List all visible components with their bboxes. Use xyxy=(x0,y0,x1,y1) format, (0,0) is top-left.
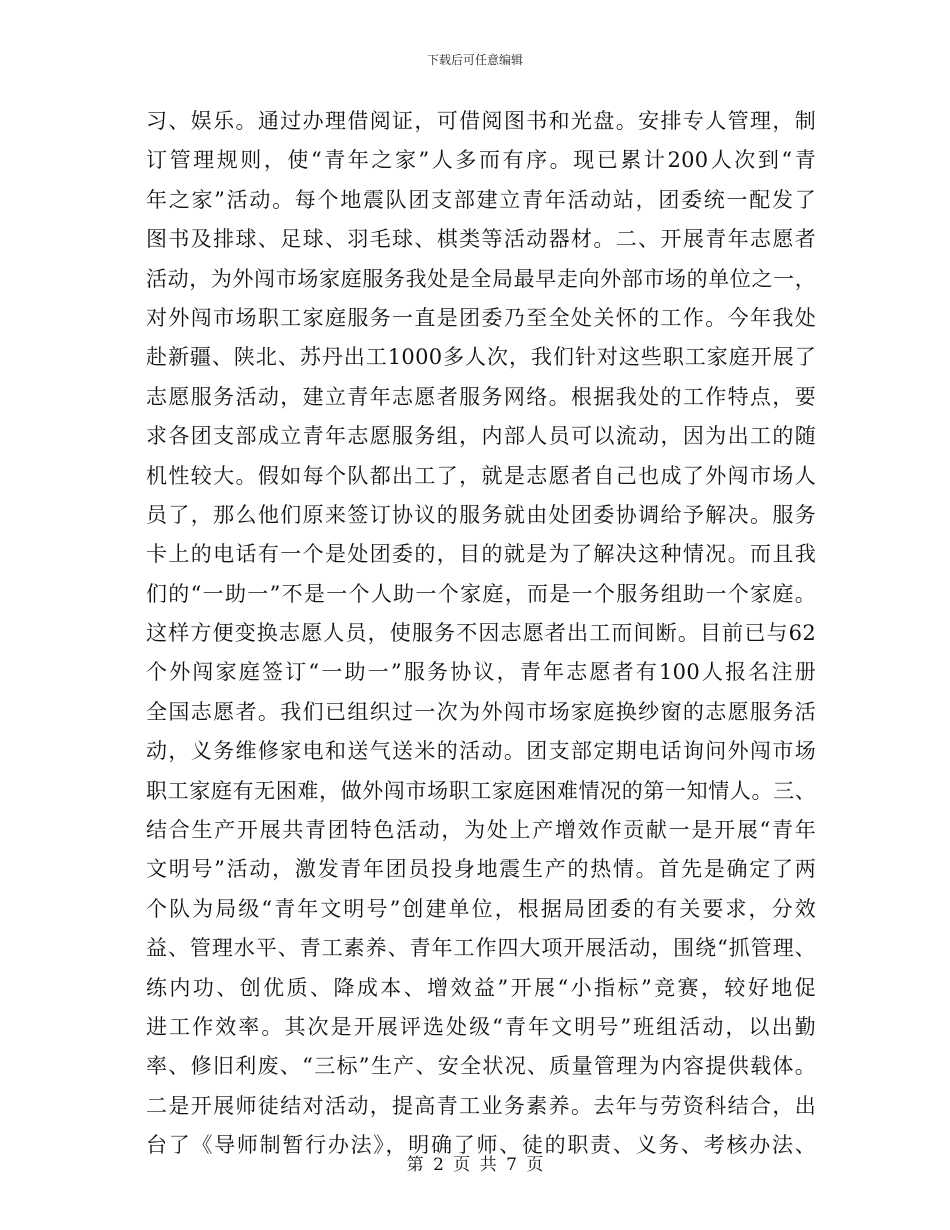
text-line: 习、娱乐。通过办理借阅证，可借阅图书和光盘。安排专人管理，制 xyxy=(146,109,816,133)
text-line: 二是开展师徒结对活动，提高青工业务素养。去年与劳资科结合，出 xyxy=(146,1093,816,1118)
text-line: 文明号”活动，激发青年团员投身地震生产的热情。首先是确定了两 xyxy=(146,857,816,882)
page-number-footer: 第 2 页 共 7 页 xyxy=(406,1155,544,1175)
text-line: 们的“一助一”不是一个人助一个家庭，而是一个服务组助一个家庭。 xyxy=(146,581,816,606)
body-text xyxy=(146,102,816,1166)
text-line: 结合生产开展共青团特色活动，为处上产增效作贡献一是开展“青年 xyxy=(146,818,816,843)
text-line: 这样方便变换志愿人员，使服务不因志愿者出工而间断。目前已与62 xyxy=(146,621,816,646)
text-line: 订管理规则，使“青年之家”人多而有序。现已累计200人次到“青 xyxy=(146,148,816,173)
text-line: 动，义务维修家电和送气送米的活动。团支部定期电话询问外闯市场 xyxy=(146,739,816,764)
text-line: 率、修旧利废、“三标”生产、安全状况、质量管理为内容提供载体。 xyxy=(146,1054,816,1079)
text-line: 卡上的电话有一个是处团委的，目的就是为了解决这种情况。而且我 xyxy=(146,542,816,567)
text-line: 员了，那么他们原来签订协议的服务就由处团委协调给予解决。服务 xyxy=(146,502,816,527)
text-line: 志愿服务活动，建立青年志愿者服务网络。根据我处的工作特点，要 xyxy=(146,384,816,409)
text-line: 赴新疆、陕北、苏丹出工1000多人次，我们针对这些职工家庭开展了 xyxy=(146,345,816,370)
text-line: 练内功、创优质、降成本、增效益”开展“小指标”竞赛，较好地促 xyxy=(146,975,816,1000)
text-line: 机性较大。假如每个队都出工了，就是志愿者自己也成了外闯市场人 xyxy=(146,463,816,488)
text-line: 个外闯家庭签订“一助一”服务协议，青年志愿者有100人报名注册 xyxy=(146,660,816,685)
text-line: 活动，为外闯市场家庭服务我处是全局最早走向外部市场的单位之一， xyxy=(146,266,816,291)
text-line: 年之家”活动。每个地震队团支部建立青年活动站，团委统一配发了 xyxy=(146,187,816,212)
text-line: 进工作效率。其次是开展评选处级“青年文明号”班组活动，以出勤 xyxy=(146,1014,816,1039)
text-line: 全国志愿者。我们已组织过一次为外闯市场家庭换纱窗的志愿服务活 xyxy=(146,699,816,724)
text-line: 个队为局级“青年文明号”创建单位，根据局团委的有关要求，分效 xyxy=(146,896,816,921)
text-line: 职工家庭有无困难，做外闯市场职工家庭困难情况的第一知情人。三、 xyxy=(146,778,816,803)
page-header: 下载后可任意编辑 xyxy=(426,53,523,67)
text-line: 台了《导师制暂行办法》，明确了师、徒的职责、义务、考核办法、 xyxy=(146,1133,816,1158)
text-line: 图书及排球、足球、羽毛球、棋类等活动器材。二、开展青年志愿者 xyxy=(146,227,816,252)
text-line: 对外闯市场职工家庭服务一直是团委乃至全处关怀的工作。今年我处 xyxy=(146,305,816,330)
text-line: 求各团支部成立青年志愿服务组，内部人员可以流动，因为出工的随 xyxy=(146,424,816,449)
text-line: 益、管理水平、青工素养、青年工作四大项开展活动，围绕“抓管理、 xyxy=(146,936,816,961)
